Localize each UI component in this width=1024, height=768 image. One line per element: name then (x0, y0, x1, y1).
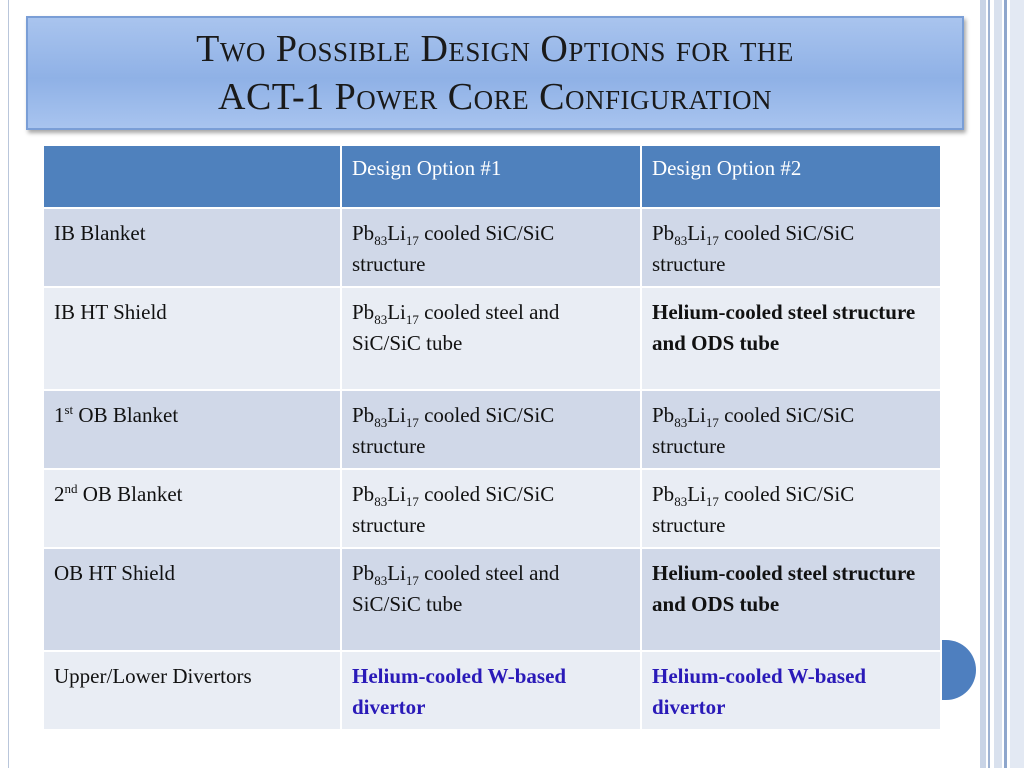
cell-rest: cooled SiC/SiC structure (352, 482, 555, 537)
option2-cell: Helium-cooled steel structure and ODS tube (641, 548, 941, 651)
table-row (43, 548, 941, 651)
component-cell: OB HT Shield (43, 548, 341, 651)
li-subscript: 17 (405, 312, 419, 328)
pb-subscript: 83 (374, 573, 388, 589)
cell-rest: cooled SiC/SiC structure (352, 403, 555, 458)
pb-subscript: 83 (374, 415, 388, 431)
design-options-table (42, 144, 942, 731)
header-blank (43, 145, 341, 208)
slide-title (26, 16, 964, 130)
decor-stripe (1010, 0, 1024, 768)
title-line-2: ACT-1 Power Core Configuration (218, 76, 772, 118)
option1-cell: $Pb_{83}Li_{17}$ cooled steel and SiC/SiC tube (341, 548, 641, 651)
decor-half-circle (940, 640, 976, 700)
cell-rest: cooled steel and SiC/SiC tube (352, 300, 560, 355)
li-subscript: 17 (705, 494, 719, 510)
option1-cell: $Pb_{83}Li_{17}$ cooled steel and SiC/SiC tube (341, 287, 641, 390)
option2-cell: $Pb_{83}Li_{17}$ cooled SiC/SiC structure (641, 469, 941, 548)
cell-rest: cooled steel and SiC/SiC tube (352, 561, 560, 616)
title-line-1: Two Possible Design Options for the (196, 28, 794, 70)
table-row (43, 287, 941, 390)
li-subscript: 17 (705, 415, 719, 431)
decor-stripe (980, 0, 986, 768)
option2-cell: $Pb_{83}Li_{17}$ cooled SiC/SiC structure (641, 390, 941, 469)
component-cell: Upper/Lower Divertors (43, 651, 341, 730)
table-row (43, 469, 941, 548)
decor-stripe (1004, 0, 1007, 768)
component-cell: IB HT Shield (43, 287, 341, 390)
component-cell (43, 469, 341, 548)
option1-cell: $Pb_{83}Li_{17}$ cooled SiC/SiC structure (341, 208, 641, 287)
li-subscript: 17 (705, 233, 719, 249)
li-subscript: 17 (405, 494, 419, 510)
cell-rest: cooled SiC/SiC structure (652, 403, 855, 458)
option1-cell: $Pb_{83}Li_{17}$ cooled SiC/SiC structure (341, 469, 641, 548)
left-border-line (8, 0, 9, 768)
cell-rest: cooled SiC/SiC structure (652, 482, 855, 537)
li-subscript: 17 (405, 573, 419, 589)
pb-subscript: 83 (674, 415, 688, 431)
ordinal-suffix: nd (64, 481, 78, 496)
table-row (43, 208, 941, 287)
li-subscript: 17 (405, 415, 419, 431)
option2-cell: Helium-cooled W-based divertor (641, 651, 941, 730)
decor-stripe (988, 0, 990, 768)
pb-subscript: 83 (674, 494, 688, 510)
pb-subscript: 83 (374, 233, 388, 249)
pb-subscript: 83 (674, 233, 688, 249)
component-cell: IB Blanket (43, 208, 341, 287)
cell-rest: cooled SiC/SiC structure (652, 221, 855, 276)
cell-rest: cooled SiC/SiC structure (352, 221, 555, 276)
ordinal-suffix: st (64, 402, 74, 417)
component-number: 1 (54, 403, 65, 427)
component-rest: OB Blanket (82, 482, 183, 506)
component-cell (43, 390, 341, 469)
header-option-2: Design Option #2 (641, 145, 941, 208)
pb-subscript: 83 (374, 312, 388, 328)
header-option-1: Design Option #1 (341, 145, 641, 208)
option2-cell: Helium-cooled steel structure and ODS tube (641, 287, 941, 390)
component-rest: OB Blanket (78, 403, 179, 427)
option1-cell: $Pb_{83}Li_{17}$ cooled SiC/SiC structure (341, 390, 641, 469)
table-header-row (43, 145, 941, 208)
decor-stripe (994, 0, 1002, 768)
component-number: 2 (54, 482, 65, 506)
pb-subscript: 83 (374, 494, 388, 510)
option2-cell: $Pb_{83}Li_{17}$ cooled SiC/SiC structure (641, 208, 941, 287)
table-row (43, 390, 941, 469)
li-subscript: 17 (405, 233, 419, 249)
option1-cell: Helium-cooled W-based divertor (341, 651, 641, 730)
table-row (43, 651, 941, 730)
